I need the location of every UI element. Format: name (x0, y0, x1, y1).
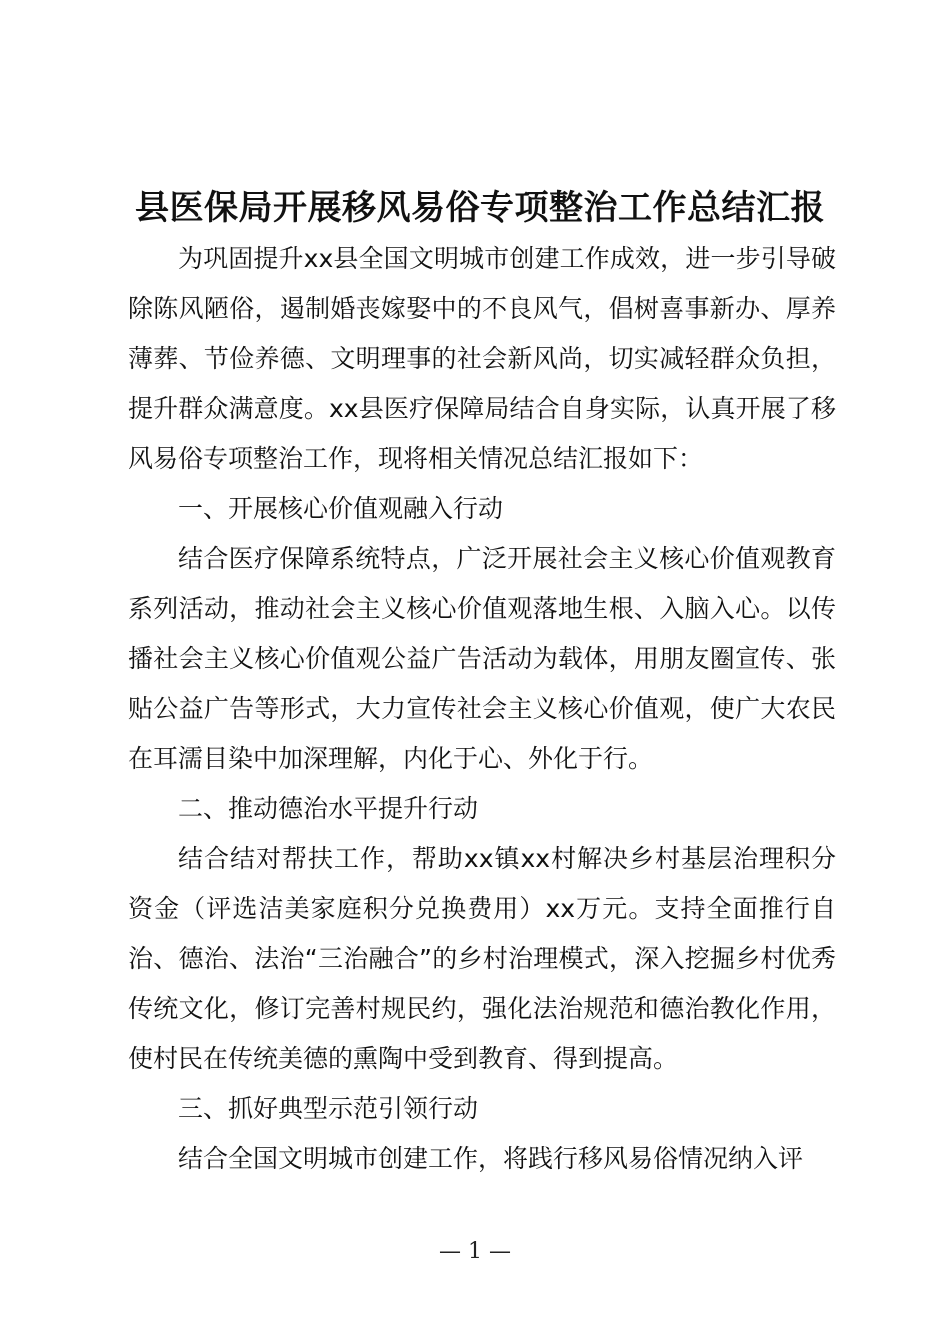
document-title: 县医保局开展移风易俗专项整治工作总结汇报 (135, 188, 825, 228)
section-body-2: 结合结对帮扶工作，帮助xx镇xx村解决乡村基层治理积分资金（评选洁美家庭积分兑换费用）xx万元。支持全面推行自治、德治、法治“三治融合”的乡村治理模式，深入挖掘乡村优秀传统文化，修订完善村规民约，强化法治规范和德治教化作用，使村民在传统美德的熏陶中受到教育、得到提高。 (128, 844, 836, 1073)
section-body-3: 结合全国文明城市创建工作，将践行移风易俗情况纳入评 (178, 1144, 804, 1173)
section-body-1: 结合医疗保障系统特点，广泛开展社会主义核心价值观教育系列活动，推动社会主义核心价值观落地生根、入脑入心。以传播社会主义核心价值观公益广告活动为载体，用朋友圈宣传、张贴公益广告等形式，大力宣传社会主义核心价值观，使广大农民在耳濡目染中加深理解，内化于心、外化于行。 (128, 544, 836, 773)
section-heading-2: 二、推动德治水平提升行动 (178, 794, 479, 823)
intro-paragraph: 为巩固提升xx县全国文明城市创建工作成效，进一步引导破除陈风陋俗，遏制婚丧嫁娶中的不良风气，倡树喜事新办、厚养薄葬、节俭养德、文明理事的社会新风尚，切实减轻群众负担，提升群众满意度。xx县医疗保障局结合自身实际，认真开展了移风易俗专项整治工作，现将相关情况总结汇报如下： (128, 244, 836, 473)
section-heading-1: 一、开展核心价值观融入行动 (178, 494, 504, 523)
page-number: — 1 — (439, 1239, 511, 1264)
document-body (128, 234, 836, 1184)
section-heading-3: 三、抓好典型示范引领行动 (178, 1094, 479, 1123)
